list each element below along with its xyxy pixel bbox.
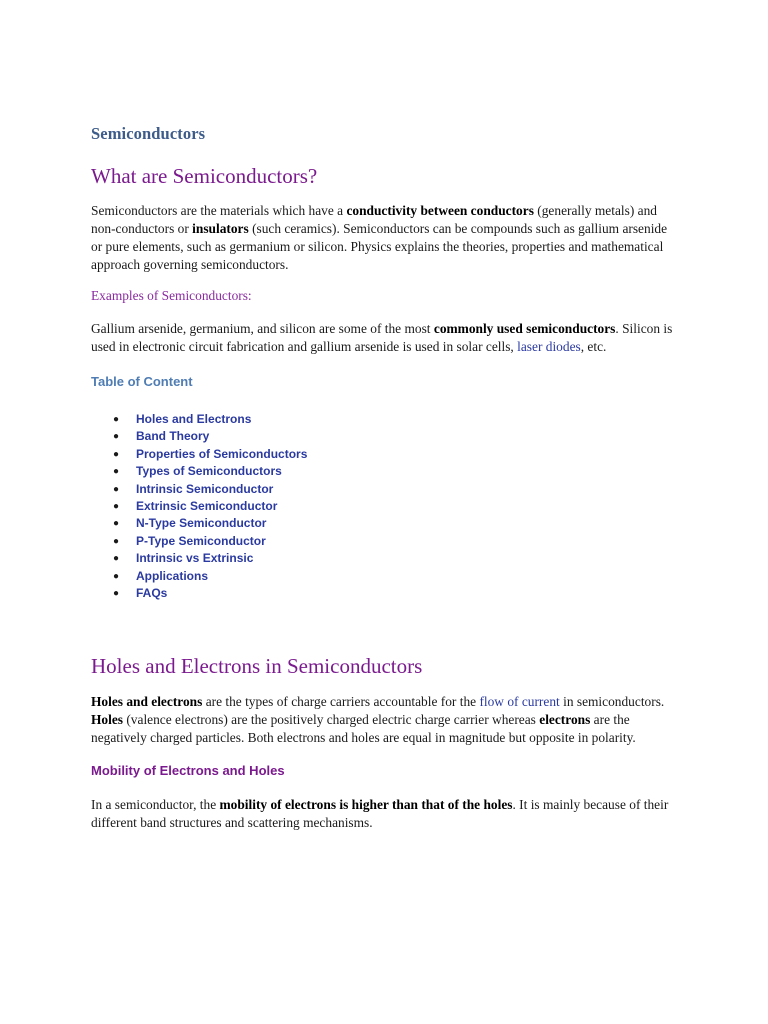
toc-item-intrinsic-vs-extrinsic[interactable]: [113, 550, 679, 567]
text-run: . Silicon is used in electronic circuit fabrication and gallium arsenide is used in solar cells,: [91, 321, 673, 354]
toc-item-intrinsic[interactable]: [113, 481, 679, 498]
bullet-icon: ●: [113, 448, 120, 460]
text-run: (generally metals) and non-conductors or: [91, 203, 657, 236]
bullet-icon: ●: [113, 466, 120, 478]
laser-diodes-link[interactable]: laser diodes: [517, 339, 581, 354]
toc-item-label: Holes and Electrons: [136, 412, 252, 426]
toc-item-label: P-Type Semiconductor: [136, 533, 266, 548]
heading-holes-and-electrons: Holes and Electrons in Semiconductors: [91, 654, 423, 679]
bold-run: insulators: [192, 221, 249, 236]
toc-item-faqs[interactable]: [113, 585, 679, 602]
text-run: . It is mainly because of their different band structures and scattering mechanisms.: [91, 797, 669, 831]
text-run: are the types of charge carriers accountable for the: [202, 694, 480, 710]
toc-item-n-type[interactable]: [113, 515, 679, 532]
bullet-icon: ●: [113, 588, 120, 600]
text-run: Gallium arsenide, germanium, and silicon are some of the most: [91, 321, 434, 336]
document-title: Semiconductors: [91, 124, 206, 143]
toc-item-label: Intrinsic vs Extrinsic: [136, 551, 254, 566]
toc-item-label: Intrinsic Semiconductor: [136, 481, 274, 496]
toc-item-band-theory[interactable]: [113, 428, 679, 445]
bullet-icon: ●: [113, 483, 120, 495]
text-run: in semiconductors.: [559, 694, 665, 710]
toc-title: Table of Content: [91, 374, 193, 389]
toc-item-label: Applications: [136, 568, 209, 583]
toc-item-properties[interactable]: [113, 446, 679, 463]
bold-run: conductivity between conductors: [346, 203, 534, 218]
toc-item-label: Properties of Semiconductors: [136, 446, 308, 461]
bold-run: Holes and electrons: [91, 694, 203, 710]
toc-item-label: N-Type Semiconductor: [136, 516, 267, 531]
bold-run: electrons: [539, 712, 591, 728]
toc-item-label: Band Theory: [136, 429, 210, 444]
paragraph-charge-carriers: [91, 693, 679, 747]
bullet-icon: ●: [113, 518, 120, 530]
bold-run: mobility of electrons is higher than that of the holes: [219, 797, 513, 813]
paragraph-examples: [91, 320, 679, 356]
toc-item-p-type[interactable]: [113, 533, 679, 550]
toc-list: [91, 411, 679, 602]
text-run: are the negatively charged particles. Both electrons and holes are equal in magnitude but opposite in polarity.: [91, 712, 636, 746]
toc-item-extrinsic[interactable]: [113, 498, 679, 515]
bullet-icon: ●: [113, 570, 120, 582]
text-run: (such ceramics). Semiconductors can be compounds such as gallium arsenide or pure elements, such as germanium or silicon. Physics explains the theories, properties and mathematical approach governing semiconductors.: [91, 221, 668, 272]
paragraph-mobility: [91, 796, 679, 832]
toc-item-applications[interactable]: [113, 568, 679, 585]
examples-label: Examples of Semiconductors:: [91, 288, 252, 303]
bullet-icon: ●: [113, 535, 120, 547]
document-content: [91, 124, 679, 832]
toc-item-holes-electrons[interactable]: [113, 411, 679, 428]
bullet-icon: ●: [113, 501, 120, 513]
toc-item-types[interactable]: [113, 463, 679, 480]
paragraph-definition: [91, 202, 679, 274]
heading-what-are-semiconductors: What are Semiconductors?: [91, 164, 318, 188]
bullet-icon: ●: [113, 553, 120, 565]
text-run: Semiconductors are the materials which have a: [91, 203, 347, 218]
toc-item-label: Extrinsic Semiconductor: [136, 499, 278, 514]
text-run: (valence electrons) are the positively charged electric charge carrier whereas: [123, 712, 540, 728]
bold-run: Holes: [91, 712, 123, 728]
toc-item-label: FAQs: [136, 586, 168, 601]
flow-of-current-link[interactable]: flow of current: [479, 694, 560, 710]
bullet-icon: ●: [113, 414, 120, 425]
bullet-icon: ●: [113, 431, 120, 443]
bold-run: commonly used semiconductors: [433, 321, 616, 336]
text-run: In a semiconductor, the: [91, 797, 220, 813]
heading-mobility: Mobility of Electrons and Holes: [91, 763, 285, 779]
toc-item-label: Types of Semiconductors: [136, 464, 282, 479]
text-run: , etc.: [580, 339, 607, 354]
